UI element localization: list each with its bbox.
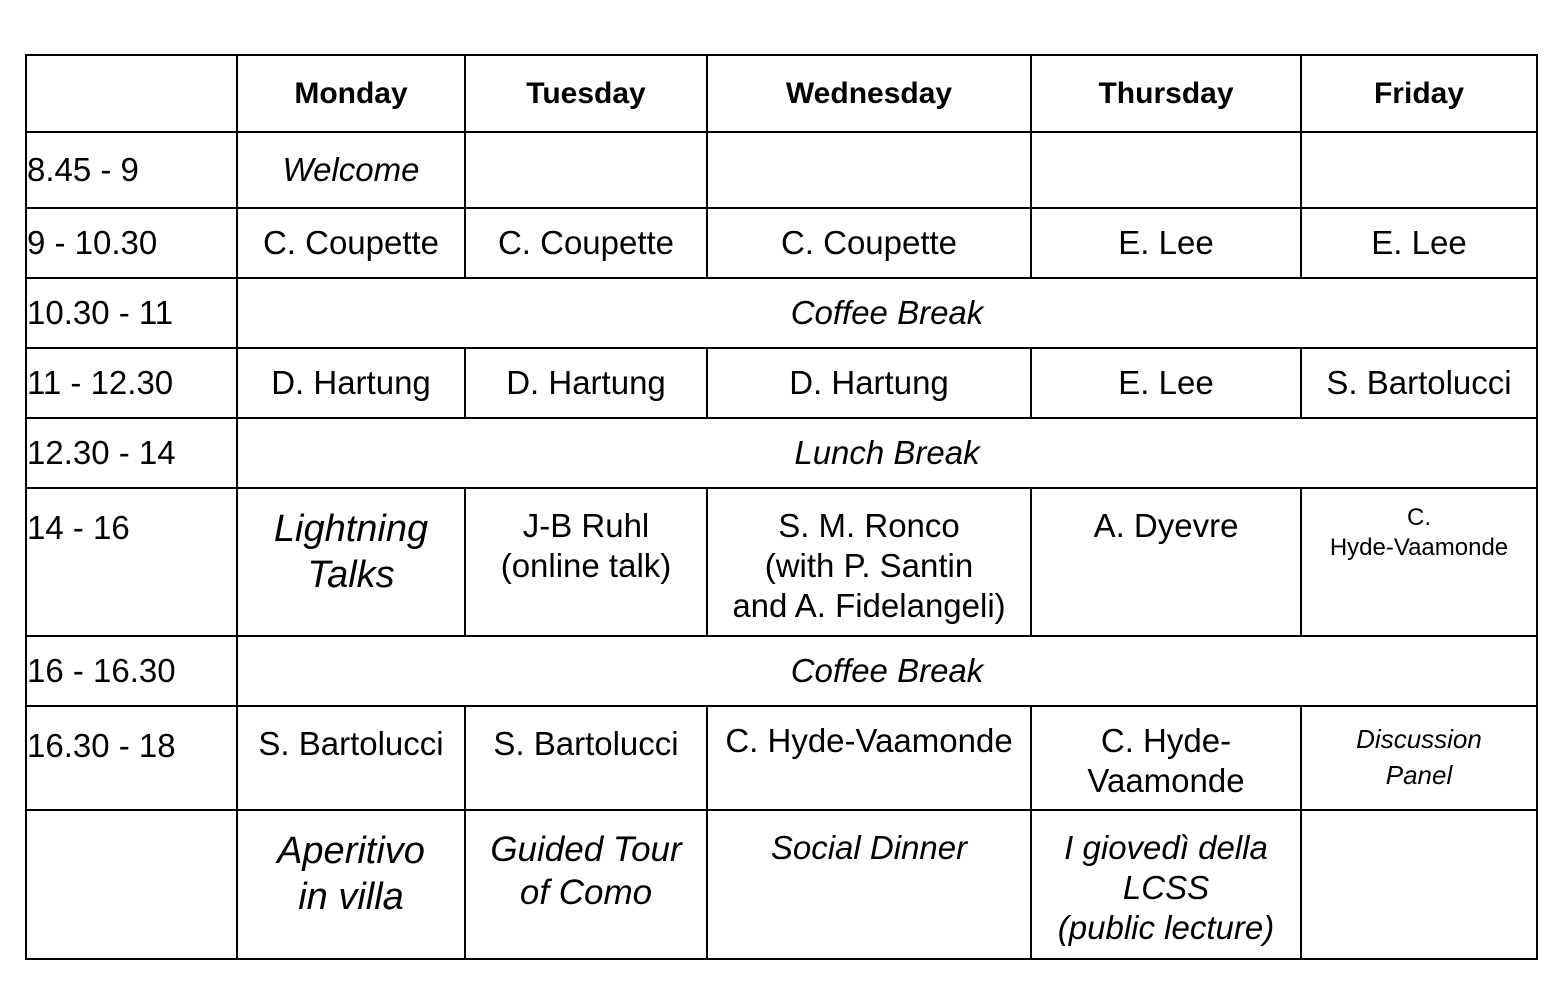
session-cell-friday [1301, 706, 1537, 810]
day-header-thursday: Thursday [1031, 55, 1301, 132]
day-header-tuesday: Tuesday [465, 55, 707, 132]
row-late-morning [26, 348, 1537, 418]
session-cell-tuesday [465, 488, 707, 636]
session-cell-thursday: C. Hyde-Vaamonde [1031, 706, 1301, 810]
session-cell-tuesday: C. Coupette [465, 208, 707, 278]
session-text: S. M. Ronco (with P. Santin and A. Fidelangeli) [732, 507, 1006, 624]
row-lunch-break [26, 418, 1537, 488]
time-cell: 16.30 - 18 [26, 706, 237, 810]
row-morning [26, 208, 1537, 278]
time-cell: 12.30 - 14 [26, 418, 237, 488]
session-cell-thursday: E. Lee [1031, 208, 1301, 278]
session-cell-wednesday [707, 488, 1031, 636]
time-cell: 14 - 16 [26, 488, 237, 636]
session-cell-friday: E. Lee [1301, 208, 1537, 278]
row-coffee-break-1 [26, 278, 1537, 348]
time-cell: 10.30 - 11 [26, 278, 237, 348]
day-header-friday: Friday [1301, 55, 1537, 132]
time-cell: 16 - 16.30 [26, 636, 237, 706]
empty-cell [465, 132, 707, 208]
session-cell-tuesday: S. Bartolucci [465, 706, 707, 810]
time-cell: 11 - 12.30 [26, 348, 237, 418]
session-text: Guided Tour of Como [490, 830, 682, 912]
session-text: J-B Ruhl (online talk) [500, 507, 672, 584]
session-cell-friday [1301, 488, 1537, 636]
day-header-monday: Monday [237, 55, 465, 132]
session-text: C. Hyde-Vaamonde [1329, 504, 1509, 561]
session-text: Lightning Talks [273, 508, 429, 596]
session-cell-wednesday: D. Hartung [707, 348, 1031, 418]
session-cell-friday: S. Bartolucci [1301, 348, 1537, 418]
session-text: I giovedì della LCSS (public lecture) [1057, 829, 1275, 946]
session-cell-tuesday: D. Hartung [465, 348, 707, 418]
session-cell-wednesday: Social Dinner [707, 810, 1031, 959]
lunch-break-cell: Lunch Break [237, 418, 1537, 488]
session-cell-thursday: A. Dyevre [1031, 488, 1301, 636]
session-cell-tuesday [465, 810, 707, 959]
row-late-afternoon [26, 706, 1537, 810]
row-evening [26, 810, 1537, 959]
session-cell-wednesday: C. Hyde-Vaamonde [707, 706, 1031, 810]
coffee-break-cell: Coffee Break [237, 636, 1537, 706]
session-cell-monday [237, 810, 465, 959]
schedule-table [25, 54, 1538, 960]
empty-cell [707, 132, 1031, 208]
corner-cell [26, 55, 237, 132]
empty-cell [1301, 132, 1537, 208]
session-cell-monday: C. Coupette [237, 208, 465, 278]
empty-cell [1031, 132, 1301, 208]
session-cell-thursday [1031, 810, 1301, 959]
row-welcome [26, 132, 1537, 208]
session-cell-thursday: E. Lee [1031, 348, 1301, 418]
row-coffee-break-2 [26, 636, 1537, 706]
row-afternoon [26, 488, 1537, 636]
session-cell-monday: D. Hartung [237, 348, 465, 418]
session-cell-monday: Welcome [237, 132, 465, 208]
session-cell-wednesday: C. Coupette [707, 208, 1031, 278]
session-text: Discussion Panel [1356, 724, 1482, 790]
header-row [26, 55, 1537, 132]
empty-cell [1301, 810, 1537, 959]
coffee-break-cell: Coffee Break [237, 278, 1537, 348]
session-cell-monday: S. Bartolucci [237, 706, 465, 810]
time-cell: 8.45 - 9 [26, 132, 237, 208]
time-cell [26, 810, 237, 959]
day-header-wednesday: Wednesday [707, 55, 1031, 132]
session-cell-monday [237, 488, 465, 636]
session-text: Aperitivo in villa [277, 830, 425, 918]
time-cell: 9 - 10.30 [26, 208, 237, 278]
